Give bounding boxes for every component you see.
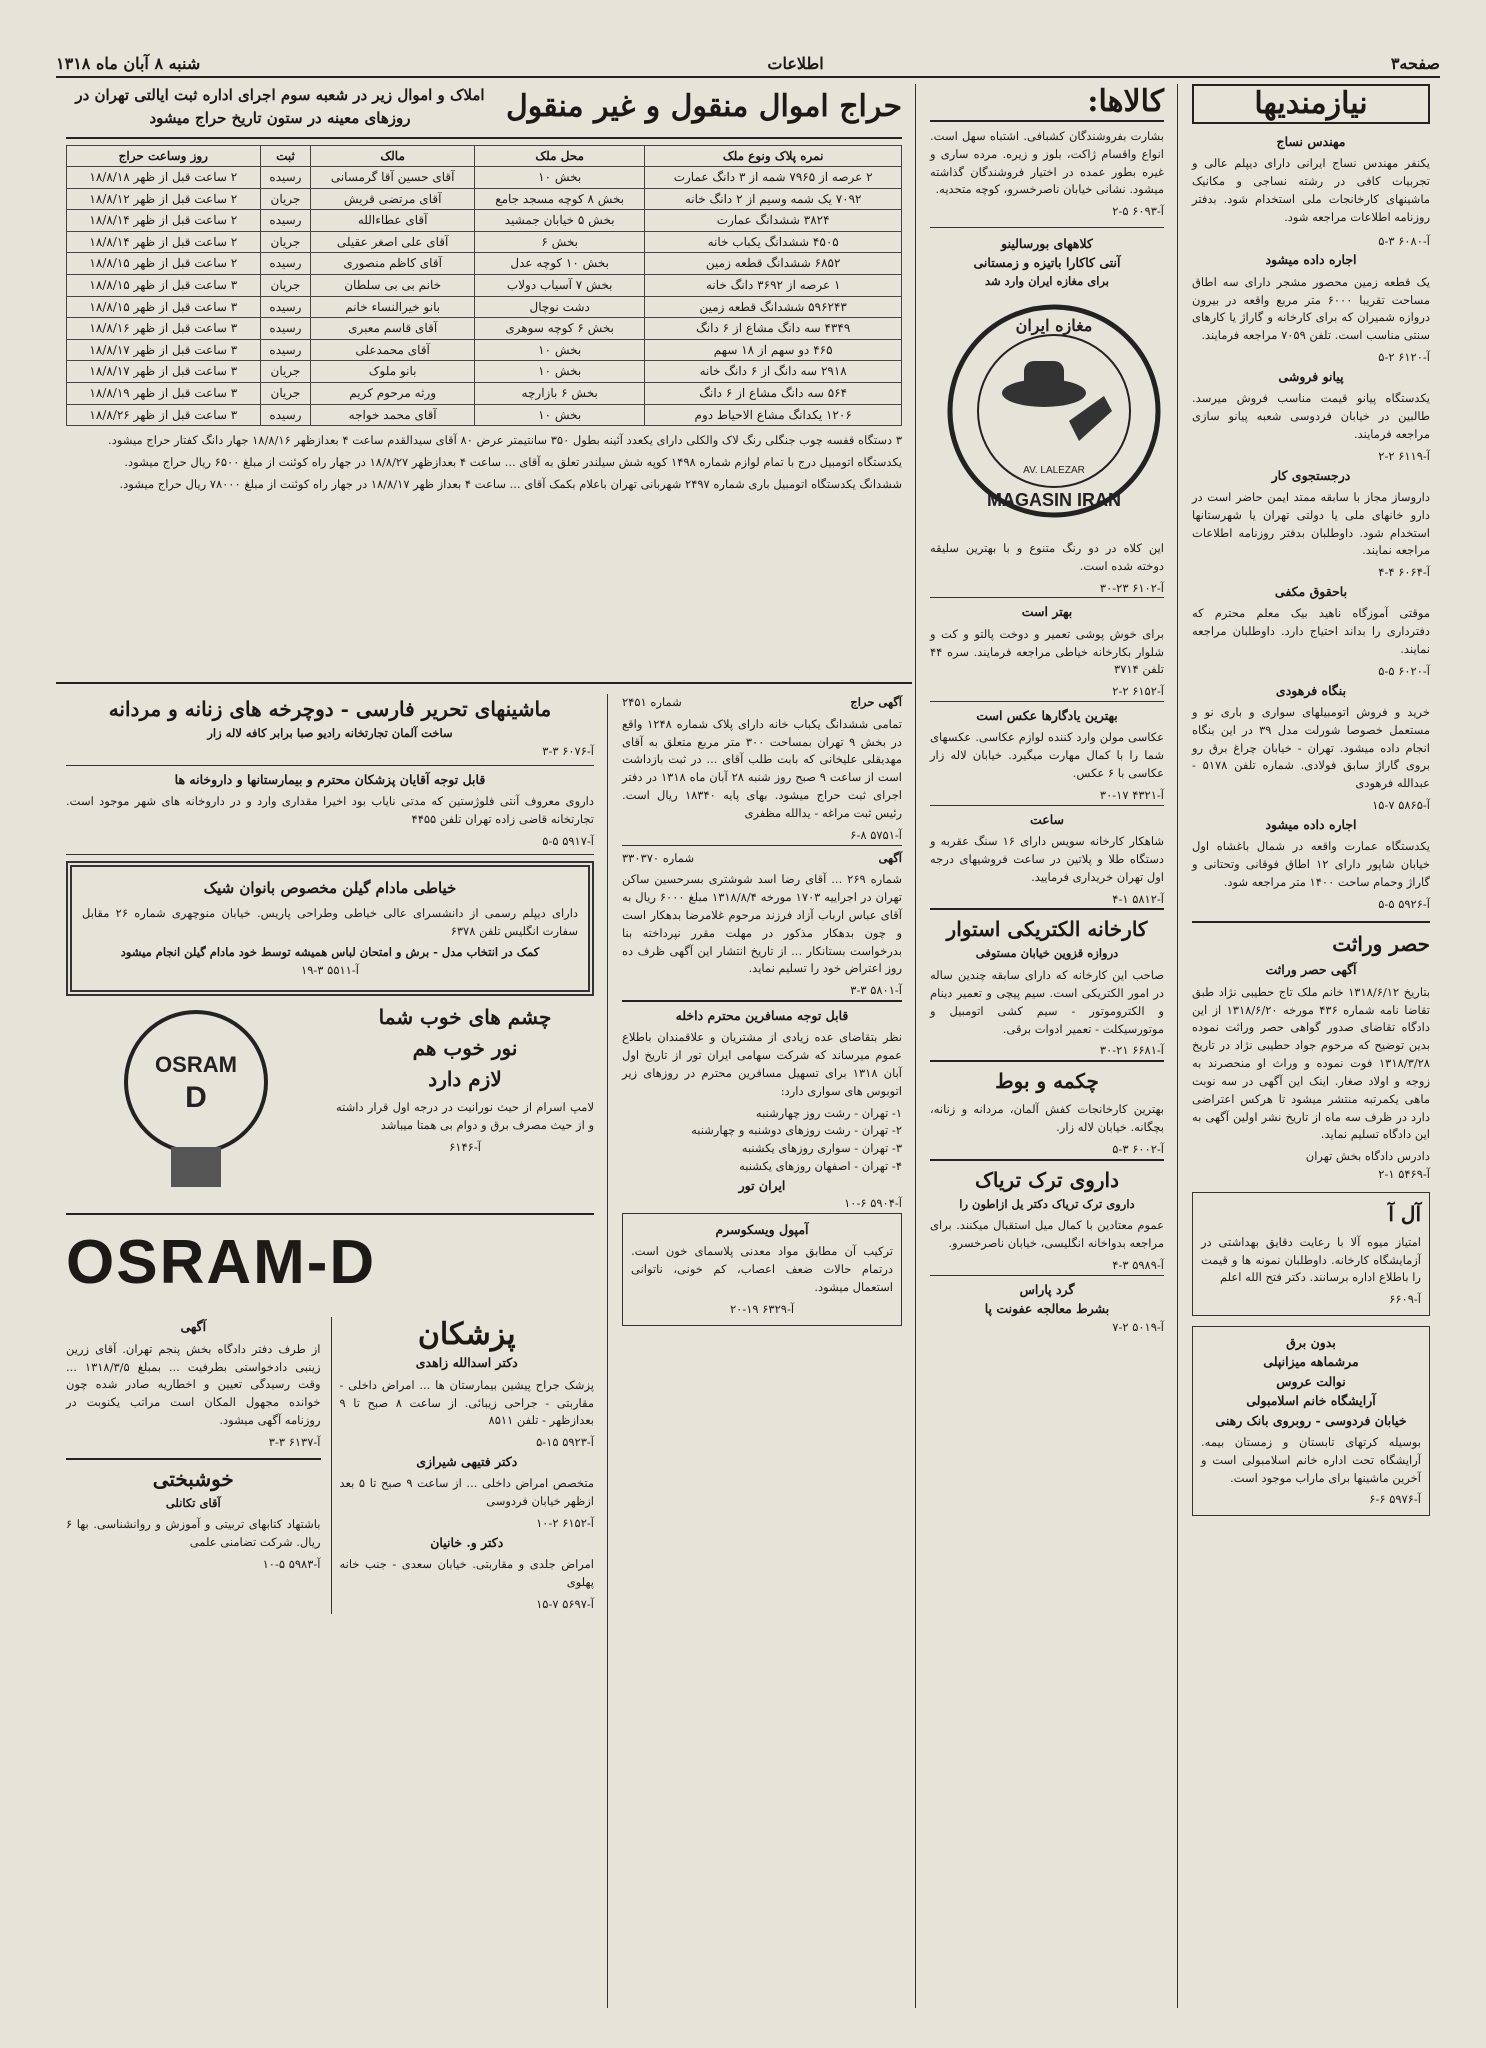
typewriter-ad: ماشینهای تحریر فارسی - دوچرخه های زنانه و مردانه ساخت آلمان تجارتخانه رادیو صبا برابر کافه لاله زار آ-۶۰۷۶ ۳-۳ [66, 694, 594, 766]
table-cell: آقای حسین آقا گرمسانی [311, 167, 475, 189]
table-cell: بخش ۱۰ [475, 404, 645, 426]
table-cell: ۵۶۴ سه دانگ مشاع از ۶ دانگ [645, 383, 902, 405]
table-cell: بخش ۱۰ [475, 339, 645, 361]
stamp-text-sub: AV. LALEZAR [1023, 464, 1085, 476]
table-cell: ۲ ساعت قبل از ظهر ۱۸/۸/۱۲ [67, 188, 261, 210]
table-cell: بانو خیرالنساء خانم [311, 296, 475, 318]
classifieds-title: نیازمندیها [1192, 84, 1430, 124]
auction-table: نمره پلاک ونوع ملک محل ملک مالک ثبت روز وساعت حراج ۲ عرصه از ۷۹۶۵ شمه از ۳ دانگ عمارت بخش ۱۰ آقای حسین آقا گرمسانی رسیده ۲ ساعت قبل از ظهر ۱۸/۸/۱۸ ۷۰۹۲ یک شمه وسیم از ۲ دانگ خانه بخش ۸ کوچه مسجد جامع آقای مرتضی قریش جریان ۲ ساعت قبل از ظهر ۱۸/۸/۱۲ ۳۸۲۴ ششدانگ عمارت بخش ۵ خیابان جمشید آقای عطاءالله رسیده ۲ ساعت قبل از ظهر ۱۸/۸/۱۴ ۴۵۰۵ ششدانگ یکباب خانه بخش ۶ آقای علی اصغر عقیلی جریان ۲ ساعت قبل از ظهر ۱۸/۸/۱۴ ۶۸۵۲ ششدانگ قطعه زمین بخش ۱۰ کوچه عدل آقای کاظم منصوری رسیده ۲ ساعت قبل از ظهر ۱۸/۸/۱۵ ۱ عرصه از ۳۶۹۲ دانگ خانه بخش ۷ آسیاب دولاب خانم بی بی سلطان جریان ۳ ساعت قبل از ظهر ۱۸/۸/۱۵ ۵۹۶۲۴۳ ششدانگ قطعه زمین دشت نوچال بانو خیرالنساء خانم رسیده ۳ ساعت قبل از ظهر ۱۸/۸/۱۵ ۴۳۴۹ سه دانگ مشاع از ۶ دانگ بخش ۶ کوچه سوهری آقای قاسم معبری رسیده ۳ ساعت قبل از ظهر ۱۸/۸/۱۶ ۴۶۵ دو سهم از ۱۸ سهم بخش ۱۰ آقای محمدعلی رسیده ۳ ساعت قبل از ظهر ۱۸/۸/۱۷ ۲۹۱۸ سه دانگ از ۶ دانگ خانه بخش ۱۰ بانو ملوک جریان ۳ ساعت قبل از ظهر ۱۸/۸/۱۷ ۵۶۴ سه دانگ مشاع از ۶ دانگ بخش ۶ بازارچه ورثه مرحوم کریم جریان ۳ ساعت قبل از ظهر ۱۸/۸/۱۹ ۱۲۰۶ یکدانگ مشاع الاحیاط دوم بخش ۱۰ آقای محمد خواجه رسیده ۳ ساعت قبل از ظهر ۱۸/۸/۲۶ [66, 145, 902, 427]
ala-fruit-ad: آل آ امتیاز میوه آلا با رعایت دقایق بهداشتی در آزمایشگاه کارخانه. داوطلبان نمونه ها و قیمت را باطلاع اداره برسانند. دکتر فتح الله اعلم آ-۶۶۰۹ [1192, 1192, 1430, 1316]
table-cell: ۱ عرصه از ۳۶۹۲ دانگ خانه [645, 275, 902, 297]
table-cell: ۳ ساعت قبل از ظهر ۱۸/۸/۲۶ [67, 404, 261, 426]
table-cell: ۳ ساعت قبل از ظهر ۱۸/۸/۱۵ [67, 275, 261, 297]
table-row [67, 188, 902, 210]
table-cell: ورثه مرحوم کریم [311, 383, 475, 405]
table-row [67, 231, 902, 253]
table-cell: بخش ۷ آسیاب دولاب [475, 275, 645, 297]
table-cell: ۱۲۰۶ یکدانگ مشاع الاحیاط دوم [645, 404, 902, 426]
table-cell: آقای کاظم منصوری [311, 253, 475, 275]
table-row [67, 210, 902, 232]
doctor-ad: دکتر و. خانیان امراض جلدی و مقاربتی. خیابان سعدی - جنب خانه پهلوی آ-۵۶۹۷ ۷-۱۵ [339, 1534, 594, 1611]
classified-ad: باحقوق مکفی موقتی آموزگاه ناهید بیک معلم محترم که دفترداری را بداند احتیاج دارد. داوطلبان مراجعه نمایند. آ-۶۰۲۰ ۵-۵ [1192, 583, 1430, 678]
table-cell: رسیده [260, 404, 311, 426]
court-notice: آگهی شماره ۳۳۰۳۷۰ شماره ۲۶۹ ... آقای رضا اسد شوشتری بسرحسین ساکن تهران در اجراییه ۱۷۰۳ مورخه ۱۳۱۸/۸/۴ مبلغ ۶۰۰۰ ریال به آقای عباس ارباب آزاد فرزند مرحوم غلامرضا بدهکار است و چون بدهکار مذکور در مهلت مقرر نپرداخته بنا بدرخواست بستانکار ... از تاریخ انتشار این آگهی ظرف ده روز اعتراض خود را تسلیم نماید. آ-۵۸۰۱ ۳-۳ [622, 845, 902, 1001]
table-cell: ۲ ساعت قبل از ظهر ۱۸/۸/۱۸ [67, 167, 261, 189]
table-cell: رسیده [260, 167, 311, 189]
table-cell: خانم بی بی سلطان [311, 275, 475, 297]
table-cell: رسیده [260, 296, 311, 318]
osram-brand: OSRAM-D [66, 1228, 377, 1298]
auction-section [56, 84, 912, 684]
table-row [67, 253, 902, 275]
table-cell: آقای عطاءالله [311, 210, 475, 232]
auction-title: حراج اموال منقول و غیر منقول [505, 89, 902, 125]
classified-ad: بنگاه فرهودی خرید و فروش اتومبیلهای سواری و باری نو و مستعمل خصوصا شورلت مدل ۳۹ در این بنگاه انجام داده میشود. تهران - خیابان چراغ برق رو بروی گاراژ سابق فولادی. شماره تلفن ۵۱۷۸ - عبدالله فرهودی آ-۵۸۶۵ ۷-۱۵ [1192, 682, 1431, 812]
table-cell: ۲ عرصه از ۷۹۶۵ شمه از ۳ دانگ عمارت [645, 167, 902, 189]
table-cell: بخش ۶ [475, 231, 645, 253]
stamp-text-fa: مغازه ایران [1015, 315, 1093, 335]
table-row [67, 275, 902, 297]
court-and-book: آگهی از طرف دفتر دادگاه بخش پنجم تهران. آقای زرین زینبی دادخواستی بطرفیت ... بمبلغ ۱۳۱۸/۳/۵ ... وقت رسیدگی تعیین و اخطاریه صادر شده چون خوانده مجهول المکان است مراتب یکنوبت در روزنامه آگهی میشود. آ-۶۱۳۷ ۳-۳ خوشبختی آقای تکانلی باشتهاد کتابهای تربیتی و آموزش و روانشناسی. بها ۶ ریال. شرکت تضامنی علمی آ-۵۹۸۳ ۵-۱۰ [66, 1317, 321, 1613]
table-cell: آقای علی اصغر عقیلی [311, 231, 475, 253]
book-ad: خوشبختی آقای تکانلی باشتهاد کتابهای تربیتی و آموزش و روانشناسی. بها ۶ ریال. شرکت تضامنی علمی آ-۵۹۸۳ ۵-۱۰ [66, 1458, 321, 1574]
auction-header [66, 84, 902, 139]
classified-ad: اجاره داده میشود یک قطعه زمین محصور مشجر دارای سه اطاق مساحت تقریبا ۶۰۰۰ متر مربع واقعه در بیرون دروازه شمیران که برای کارخانه و گاراژ یا کارهای سنتی مناسب است. تلفن ۷۰۵۹ مراجعه فرمایند. آ-۶۱۲۰ ۲-۵ [1192, 252, 1430, 365]
column-goods: کالاها: بشارت بفروشندگان کشبافی. اشتباه سهل است. انواع واقسام ژاکت، بلوز و زیره. مرده ساری و غیره بطور عمده در اختیار فروشندگان گذاشته میشود. نشانی خیابان ناصرخسرو، کوچه متحدیه. آ-۶۰۹۳ ۵-۲ کلاههای بورسالینو آنتی کاکارا باتیزه و زمستانی برای مغازه ایران وارد شد مغازه ایران MAGASIN IRAN AV. LALEZAR این کلاه در دو رنگ متنوع و با بهترین سلیقه دوخته شده است. آ-۶۱۰۲ ۲۳-۳۰ بهتر است برای خوش پوشی تعمیر و دوخت پالتو و کت و شلوار بکارخانه خیاطی مراجعه فرمایند. سره ۴۴ تلفن ۳۷۱۴ آ-۶۱۵۲ ۲-۲ بهترین یادگارها عکس است عکاسی مولن وارد کننده لوازم عکاسی. عکسهای شما را با کمال مهارت میگیرد. خیابان لاله زار عکاسی با ۶ عکس. آ-۴۳۲۱ ۱۷-۳۰ ساعت شاهکار کارخانه سویس دارای ۱۶ سنگ عقربه و دستگاه طلا و پلاتین در ساعت فروشیهای درجه اول تهران خریداری فرمایید. آ-۵۸۱۲ ۱-۴ کارخانه الکتریکی استوار دروازه قزوین خیابان مستوفی صاحب این کارخانه که دارای سابقه چندین ساله در امور الکتریکی است. سیم پیچی و تعمیر دینام و الکتروموتور - سیم کشی اتومبیل و موتورسیکلت - تعمیر ادوات برقی. آ-۶۶۸۱ ۲۱-۳۰ چکمه و بوط بهترین کارخانجات کفش آلمان، مردانه و زنانه، بچگانه. خیابان لاله زار. آ-۶۰۰۲ ۳-۵ داروی ترک تریاک داروی ترک تریاک دکتر یل ازاطون را عموم معتادین با کمال میل استقبال میکنند. برای مراجعه بدواخانه انگلیسی، خیابان ناصرخسرو. آ-۵۹۸۹ ۳-۴ گرد پاراس بشرط معالجه عفونت پا آ-۵۰۱۹ ۲-۷ [920, 84, 1174, 2008]
table-cell: بخش ۸ کوچه مسجد جامع [475, 188, 645, 210]
table-cell: ۳ ساعت قبل از ظهر ۱۸/۸/۱۷ [67, 339, 261, 361]
table-cell: آقای محمدعلی [311, 339, 475, 361]
table-row [67, 404, 902, 426]
goods-title: کالاها: [930, 84, 1164, 122]
tailor-better-ad: بهتر است برای خوش پوشی تعمیر و دوخت پالتو و کت و شلوار بکارخانه خیاطی مراجعه فرمایند. سره ۴۴ تلفن ۳۷۱۴ آ-۶۱۵۲ ۲-۲ [930, 597, 1164, 701]
hat-ad: کلاههای بورسالینو آنتی کاکارا باتیزه و زمستانی برای مغازه ایران وارد شد مغازه ایران MAGASIN IRAN AV. LALEZAR این کلاه در دو رنگ متنوع و با بهترین سلیقه دوخته شده است. آ-۶۱۰۲ ۲۳-۳۰ [930, 227, 1164, 597]
powder-ad: گرد پاراس بشرط معالجه عفونت پا آ-۵۰۱۹ ۲-۷ [930, 1275, 1164, 1337]
table-cell: ۳۸۲۴ ششدانگ عمارت [645, 210, 902, 232]
doctor-ad: دکتر اسدالله زاهدی پزشک جراح پیشین بیمارستان ها ... امراض داخلی - مقاربتی - جراحی زیبائی. از ساعت ۸ صبح تا ۹ بعدازظهر - تلفن ۸۵۱۱ آ-۵۹۲۳ ۱۵-۵ [339, 1355, 594, 1450]
table-cell: ۲ ساعت قبل از ظهر ۱۸/۸/۱۵ [67, 253, 261, 275]
table-cell: ۶۸۵۲ ششدانگ قطعه زمین [645, 253, 902, 275]
table-cell: رسیده [260, 339, 311, 361]
opium-cure-ad: داروی ترک تریاک داروی ترک تریاک دکتر یل ازاطون را عموم معتادین با کمال میل استقبال میکنند. برای مراجعه بدواخانه انگلیسی، خیابان ناصرخسرو. آ-۵۹۸۹ ۳-۴ [930, 1159, 1164, 1275]
doctor-ad: دکتر فتیهی شیرازی متخصص امراض داخلی ... از ساعت ۹ صبح تا ۵ بعد ازظهر خیابان فردوسی آ-۶۱۵۲ ۲-۱۰ [339, 1454, 594, 1531]
table-cell: بخش ۱۰ کوچه عدل [475, 253, 645, 275]
masthead [56, 50, 1440, 78]
table-cell: بخش ۵ خیابان جمشید [475, 210, 645, 232]
table-cell: ۳ ساعت قبل از ظهر ۱۸/۸/۱۶ [67, 318, 261, 340]
table-cell: آقای قاسم معبری [311, 318, 475, 340]
table-cell: رسیده [260, 210, 311, 232]
osram-ad: چشم های خوب شما نور خوب هم لازم دارد لامپ اسرام از حیث نورانیت در درجه اول قرار داشته و از حیث مصرف برق و دوام بی همتا میباشد آ-۶۱۴۶ OSRAM D [66, 1002, 594, 1215]
issue-date: شنبه ۸ آبان ماه ۱۳۱۸ [56, 53, 201, 73]
table-cell: بخش ۱۰ [475, 167, 645, 189]
table-cell: جریان [260, 231, 311, 253]
page-number: صفحه۳ [1390, 53, 1440, 73]
table-cell: ۲۹۱۸ سه دانگ از ۶ دانگ خانه [645, 361, 902, 383]
pharmacy-ad: قابل توجه آقایان پزشکان محترم و بیمارستانها و داروخانه ها داروی معروف آنتی فلوژستین که مدتی نایاب بود اخیرا مقداری وارد و در داروخانه های شهر موجود است. تجارتخانه قاضی زاده تهران تلفن ۴۴۵۵ آ-۵۹۱۷ ۵-۵ [66, 766, 594, 856]
table-cell: بخش ۱۰ [475, 361, 645, 383]
photo-ad: بهترین یادگارها عکس است عکاسی مولن وارد کننده لوازم عکاسی. عکسهای شما را با کمال مهارت میگیرد. خیابان لاله زار عکاسی با ۶ عکس. آ-۴۳۲۱ ۱۷-۳۰ [930, 701, 1164, 805]
watch-ad: ساعت شاهکار کارخانه سویس دارای ۱۶ سنگ عقربه و دستگاه طلا و پلاتین در ساعت فروشیهای درجه اول تهران خریداری فرمایید. آ-۵۸۱۲ ۱-۴ [930, 805, 1164, 909]
bulb-letter: D [185, 1080, 207, 1114]
column-classifieds [1182, 84, 1440, 2008]
auction-notice: آگهی حراج شماره ۲۴۵۱ تمامی ششدانگ یکباب خانه دارای پلاک شماره ۱۲۴۸ واقع در بخش ۹ تهران بمساحت ۳۰۰ متر مربع متعلق به آقای مهدیقلی علیخانی که بابت طلب آقای ... در ثبت بازداشت است از ساعت ۹ صبح روز شنبه ۲۸ آبان ماه ۱۳۱۸ در دفتر اجرای ثبت حراج میشود. بهای پایه ۱۸۳۴۰ ریال است. رئیس ثبت مراغه - یدالله مظفری آ-۵۷۵۱ ۸-۶ [622, 695, 903, 842]
table-cell: رسیده [260, 318, 311, 340]
boots-ad: چکمه و بوط بهترین کارخانجات کفش آلمان، مردانه و زنانه، بچگانه. خیابان لاله زار. آ-۶۰۰۲ ۳-۵ [930, 1060, 1164, 1158]
table-cell: ۴۵۰۵ ششدانگ یکباب خانه [645, 231, 902, 253]
magasin-iran-stamp [944, 301, 1164, 521]
table-row [67, 339, 902, 361]
table-cell: ۳ ساعت قبل از ظهر ۱۸/۸/۱۵ [67, 296, 261, 318]
table-row [67, 361, 902, 383]
table-cell: ۵۹۶۲۴۳ ششدانگ قطعه زمین [645, 296, 902, 318]
table-row [67, 318, 902, 340]
inheritance-notice: حصر وراثت آگهی حصر وراثت بتاریخ ۱۳۱۸/۶/۱۲ خانم ملک تاج حطیبی نژاد طبق تقاضا نامه شماره ۴۳۶ مورخه ۱۳۱۸/۶/۲۰ از این دادگاه تقاضای صدور گواهی حصر وراثت نموده بدین توضیح که مرحوم جواد حطیبی نژاد در تاریخ ۱۳۱۸/۳/۲۸ فوت نموده و وراث او منحصرند به زوجه و اولاد صغار. اینک این آگهی در سه نوبت ماهی یکمرتبه منتشر میشود تا هرکس اعتراضی دارد در ظرف سه ماه از تاریخ نشر اولین آگهی به این دادگاه تسلیم نماید. دادرس دادگاه بخش تهران آ-۵۴۶۹ ۱-۲ [1192, 921, 1430, 1183]
electric-factory-ad: کارخانه الکتریکی استوار دروازه قزوین خیابان مستوفی صاحب این کارخانه که دارای سابقه چندین ساله در امور الکتریکی است. سیم پیچی و تعمیر دینام و الکتروموتور - سیم کشی اتومبیل و موتورسیکلت - تعمیر ادوات برقی. آ-۶۶۸۱ ۲۱-۳۰ [930, 908, 1164, 1060]
table-cell: آقای مرتضی قریش [311, 188, 475, 210]
stamp-text-latin: MAGASIN IRAN [987, 489, 1121, 510]
table-cell: ۲ ساعت قبل از ظهر ۱۸/۸/۱۴ [67, 231, 261, 253]
travel-ad: قابل توجه مسافرین محترم داخله نظر بتقاضای عده زیادی از مشتریان و علاقمندان باطلاع عموم میرساند که شرکت سهامی ایران تور از تاریخ اول آبان ۱۳۱۸ برای تسهیل مسافرین محترم در روزهای زیر اتوبوس های سواری دارد: ۱- تهران - رشت روز چهارشنبه ۲- تهران - رشت روزهای دوشنبه و چهارشنبه ۳- تهران - سواری روزهای یکشنبه ۴- تهران - اصفهان روزهای یکشنبه ایران تور آ-۵۹۰۴ ۶-۱۰ [622, 1000, 902, 1213]
table-cell: دشت نوچال [475, 296, 645, 318]
table-cell: جریان [260, 188, 311, 210]
table-cell: آقای محمد خواجه [311, 404, 475, 426]
table-cell: بانو ملوک [311, 361, 475, 383]
table-cell: جریان [260, 275, 311, 297]
bulb-brand: OSRAM [155, 1051, 237, 1077]
table-row [67, 383, 902, 405]
paper-name: اطلاعات [767, 53, 824, 73]
classified-ad: درجستجوی کار داروساز مجاز با سابقه ممتد ایمن حاضر است در دارو خانهای ملی یا دولتی تهران یا شهرستانها استخدام شود. داوطلبان بدفتر روزنامه اطلاعات مراجعه نمایند. آ-۶۰۶۴ ۴-۴ [1192, 467, 1430, 580]
column-notices [612, 694, 912, 2008]
table-cell: بخش ۶ کوچه سوهری [475, 318, 645, 340]
table-cell: ۴۶۵ دو سهم از ۱۸ سهم [645, 339, 902, 361]
table-cell: ۳ ساعت قبل از ظهر ۱۸/۸/۱۹ [67, 383, 261, 405]
table-cell: ۳ ساعت قبل از ظهر ۱۸/۸/۱۷ [67, 361, 261, 383]
table-cell: جریان [260, 383, 311, 405]
table-cell: رسیده [260, 253, 311, 275]
viscoserum-ad: آمپول ویسکوسرم ترکیب آن مطابق مواد معدنی پلاسمای خون است. درتمام حالات ضعف اعصاب، کم خونی، ناتوانی استعمال میشود. آ-۶۳۲۹ ۱۹-۲۰ [622, 1213, 902, 1326]
table-cell: بخش ۶ بازارچه [475, 383, 645, 405]
auction-note: یکدستگاه اتومبیل درج با تمام لوازم شماره ۱۴۹۸ کوپه شش سیلندر تعلق به آقای ... ساعت ۴ بعدازظهر ۱۸/۸/۲۷ در جهار راه کوئنت از مبلغ ۶۵۰۰ ریال حراج میشود. [124, 455, 902, 470]
table-row [67, 296, 902, 318]
classified-ad: اجاره داده میشود یکدستگاه عمارت واقعه در شمال باغشاه اول خیابان شاپور دارای ۱۲ اطاق فوقانی وتحتانی و گاراژ وحمام ساحت ۱۴۰۰ متر مراجعه شود. آ-۵۹۲۶ ۵-۵ [1192, 816, 1430, 911]
tailor-ad: خیاطی مادام گیلن مخصوص بانوان شیک دارای دیپلم رسمی از دانشسرای عالی خیاطی وطراحی پاریس. خیابان منوچهری شماره ۲۶ مقابل سفارت انگلیس تلفن ۶۳۷۸ کمک در انتخاب مدل - برش و امتحان لباس همیشه توسط خود مادام گیلن انجام میشود آ-۵۵۱۱ ۳-۱۹ [66, 861, 594, 996]
table-cell: ۲ ساعت قبل از ظهر ۱۸/۸/۱۴ [67, 210, 261, 232]
classified-ad: پیانو فروشی یکدستگاه پیانو قیمت مناسب فروش میرسد. طالبین در خیابان فردوسی شعبه پیانو سازی مراجعه فرمایند. آ-۶۱۱۹ ۲-۲ [1192, 368, 1430, 463]
lightbulb-icon [66, 1002, 326, 1202]
doctors-section: پزشکان دکتر اسدالله زاهدی پزشک جراح پیشین بیمارستان ها ... امراض داخلی - مقاربتی - جراحی زیبائی. از ساعت ۸ صبح تا ۹ بعدازظهر - تلفن ۸۵۱۱ آ-۵۹۲۳ ۱۵-۵ دکتر فتیهی شیرازی متخصص امراض داخلی ... از ساعت ۹ صبح تا ۵ بعد ازظهر خیابان فردوسی آ-۶۱۵۲ ۲-۱۰ دکتر و. خانیان امراض جلدی و مقاربتی. خیابان سعدی - جنب خانه پهلوی آ-۵۶۹۷ ۷-۱۵ [331, 1317, 595, 1613]
table-cell: ۷۰۹۲ یک شمه وسیم از ۲ دانگ خانه [645, 188, 902, 210]
auction-note: ششدانگ یکدستگاه اتومبیل باری شماره ۲۴۹۷ شهربانی تهران باعلام بکمک آقای ... ساعت ۴ بعداز ظهر ۱۸/۸/۱۷ در جهار راه کوئنت از مبلغ ۷۸۰۰۰ ریال حراج میشود. [119, 476, 902, 491]
auction-subtitle: املاک و اموال زیر در شعبه سوم اجرای اداره ثبت ایالتی تهران در روزهای معینه در ستون تاریخ حراج میشود [75, 86, 485, 128]
bridal-salon-ad: بدون برق مرشماهه میزانپلی نوالت عروس آرایشگاه خانم اسلامبولی خیابان فردوسی - روبروی بانک رهنی بوسیله کرتهای تابستان و زمستان بیمه. آرایشگاه تحت اداره خانم اسلامبولی است و آخرین ماشینها برای ماراب موجود است. آ-۵۹۷۶ ۶-۶ [1192, 1326, 1430, 1516]
classified-ad: مهندس نساج یکنفر مهندس نساج ایرانی دارای دیپلم عالی و تجربیات کافی در رشته نساجی و مکانیک ماشینهای کارخانجات ملی استخدام شود. بدفتر روزنامه اطلاعات مراجعه شود. آ-۶۰۸۰ ۳-۵ [1192, 134, 1430, 248]
table-row [67, 167, 902, 189]
table-cell: ۴۳۴۹ سه دانگ مشاع از ۶ دانگ [645, 318, 902, 340]
auction-note: ۳ دستگاه قفسه چوب جنگلی رنگ لاک والکلی دارای یکعدد آئینه بطول ۳۵۰ سانتیمتر عرض ۸۰ آقای سیدالقدم ساعت ۴ بعدازظهر ۱۸/۸/۱۶ جهار دانگ کفتار حراج میشود. [108, 433, 902, 448]
table-cell: جریان [260, 361, 311, 383]
column-ads-left [56, 694, 604, 2008]
